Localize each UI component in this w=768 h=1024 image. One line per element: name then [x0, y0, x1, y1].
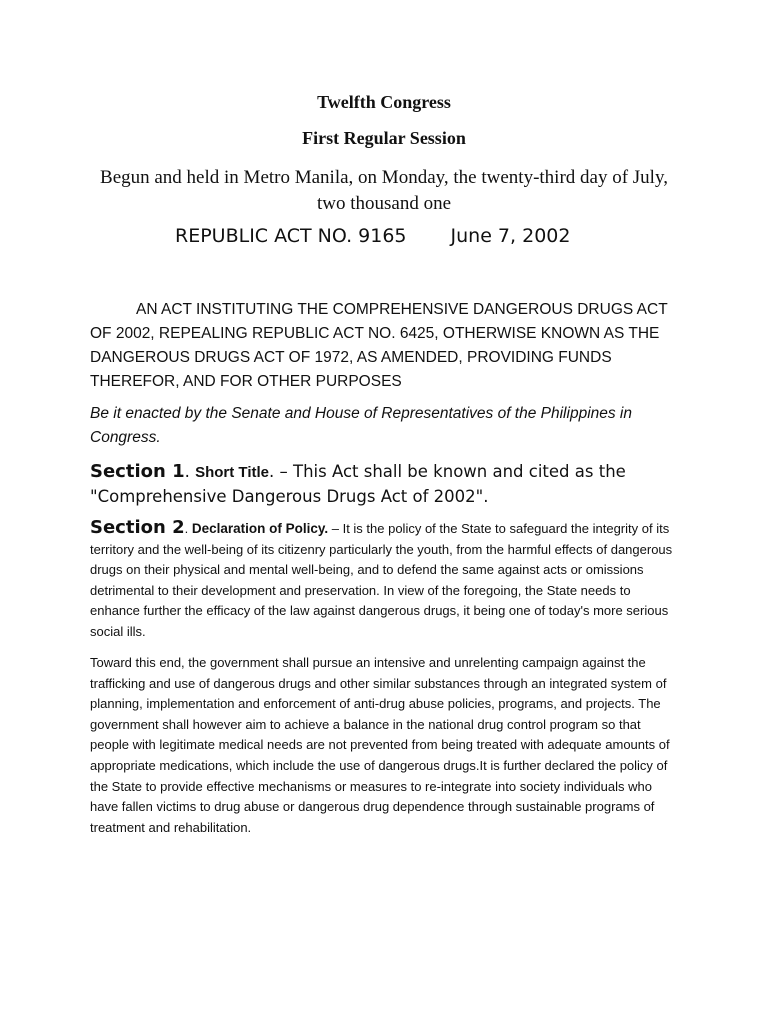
- section-2-paragraph-2: Toward this end, the government shall pursue an intensive and unrelenting campaign against the trafficking and use of dangerous drugs and other similar substances through an integrated system of planning, implementation and enforcement of anti-drug abuse policies, programs, and projects. The government shall however aim to achieve a balance in the national drug control program so that people with legitimate medical needs are not prevented from being treated with adequate amounts of appropriate medications, which include the use of dangerous drugs.It is further declared the policy of the State to provide effective mechanisms or measures to re-integrate into society individuals who have fallen victims to drug abuse or dangerous drug dependence through sustainable programs of treatment and rehabilitation.: [90, 655, 670, 835]
- act-title: AN ACT INSTITUTING THE COMPREHENSIVE DANGEROUS DRUGS ACT OF 2002, REPEALING REPUBLIC ACT NO. 6425, OTHERWISE KNOWN AS THE DANGEROUS DRUGS ACT OF 1972, AS AMENDED, PROVIDING FUNDS THEREFOR, AND FOR OTHER PURPOSES: [90, 301, 668, 390]
- section-1-body: . – This Act shall be known and cited as the "Comprehensive Dangerous Drugs Act of 2002".: [90, 462, 626, 506]
- section-1-heading: Section 1: [90, 461, 185, 482]
- section-1-separator: .: [184, 462, 196, 481]
- act-number: REPUBLIC ACT NO. 9165: [175, 225, 407, 247]
- congress-heading: Twelfth Congress: [317, 92, 451, 112]
- section-2-title: Declaration of Policy.: [191, 521, 329, 536]
- enacting-clause: Be it enacted by the Senate and House of Representatives of the Philippines in Congress.: [90, 405, 632, 446]
- section-1-title: Short Title: [195, 464, 269, 481]
- section-2: [90, 518, 682, 643]
- act-number-line: [175, 225, 570, 247]
- session-heading: First Regular Session: [302, 128, 466, 148]
- section-1: [90, 460, 690, 509]
- begun-statement: Begun and held in Metro Manila, on Monday, the twenty-third day of July, two thousand one: [100, 167, 668, 214]
- section-2-body: – It is the policy of the State to safeguard the integrity of its territory and the well-being of its citizenry particularly the youth, from the harmful effects of dangerous drugs on their physical and mental well-being, and to defend the same against acts or omissions detrimental to their development and preservation. In view of the foregoing, the State needs to enhance further the efficacy of the law against dangerous drugs, it being one of today's more serious social ills.: [90, 521, 673, 639]
- section-2-heading: Section 2: [90, 517, 185, 538]
- section-2-separator: .: [184, 521, 192, 536]
- act-date: June 7, 2002: [450, 225, 571, 247]
